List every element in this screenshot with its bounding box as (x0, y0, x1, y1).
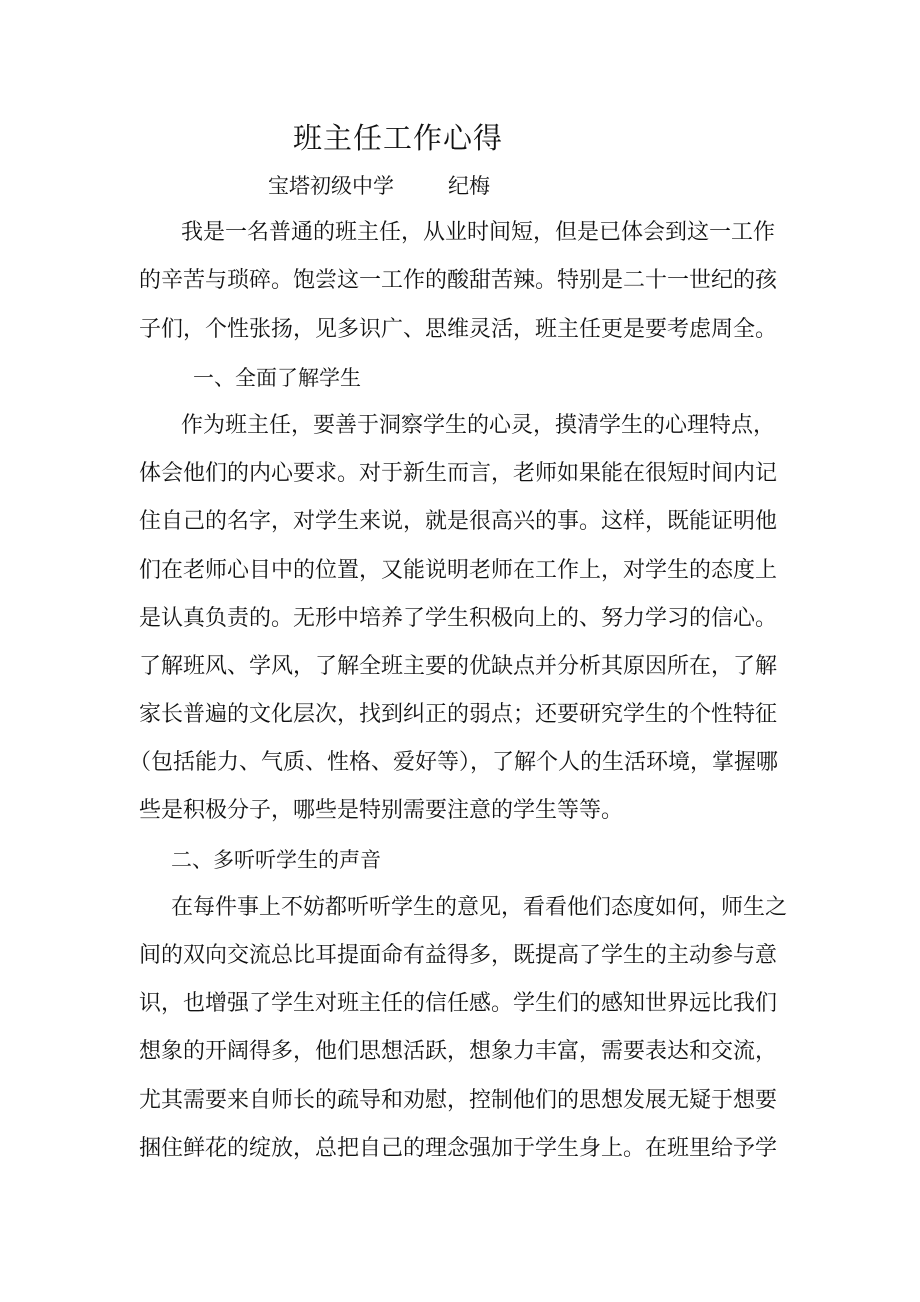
section-heading-2: 二、多听听学生的声音 (171, 848, 381, 872)
paragraph-line: 了解班风、学风，了解全班主要的优缺点并分析其原因所在，了解 (139, 654, 778, 679)
paragraph-line: 家长普遍的文化层次，找到纠正的弱点；还要研究学生的个性特征 (139, 702, 778, 727)
document-title: 班主任工作心得 (293, 121, 504, 155)
paragraph-line: 们在老师心目中的位置，又能说明老师在工作上，对学生的态度上 (139, 558, 778, 583)
paragraph-line: 尤其需要来自师长的疏导和劝慰，控制他们的思想发展无疑于想要 (139, 1088, 778, 1113)
paragraph-line: 体会他们的内心要求。对于新生而言，老师如果能在很短时间内记 (139, 461, 778, 486)
paragraph-line: 想象的开阔得多，他们思想活跃，想象力丰富，需要表达和交流， (139, 1039, 778, 1064)
school-name: 宝塔初级中学 (268, 174, 394, 198)
paragraph-line: （包括能力、气质、性格、爱好等），了解个人的生活环境，掌握哪 (129, 750, 779, 775)
intro-line: 的辛苦与琐碎。饱尝这一工作的酸甜苦辣。特别是二十一世纪的孩 (139, 268, 778, 293)
intro-line: 子们，个性张扬，见多识广、思维灵活，班主任更是要考虑周全。 (139, 317, 778, 342)
intro-line: 我是一名普通的班主任，从业时间短，但是已体会到这一工作 (181, 220, 776, 245)
paragraph-line: 间的双向交流总比耳提面命有益得多，既提高了学生的主动参与意 (139, 943, 778, 968)
paragraph-line: 作为班主任，要善于洞察学生的心灵，摸清学生的心理特点， (181, 413, 776, 438)
paragraph-line: 是认真负责的。无形中培养了学生积极向上的、努力学习的信心。 (139, 606, 778, 631)
author-name: 纪梅 (448, 174, 490, 198)
paragraph-line: 捆住鲜花的绽放，总把自己的理念强加于学生身上。在班里给予学 (139, 1136, 778, 1161)
paragraph-line: 住自己的名字，对学生来说，就是很高兴的事。这样，既能证明他 (139, 509, 778, 534)
paragraph-line: 些是积极分子，哪些是特别需要注意的学生等等。 (139, 798, 624, 823)
paragraph-line: 识，也增强了学生对班主任的信任感。学生们的感知世界远比我们 (139, 991, 778, 1016)
paragraph-line: 在每件事上不妨都听听学生的意见，看看他们态度如何，师生之 (171, 895, 788, 920)
byline (268, 170, 490, 200)
section-heading-1: 一、全面了解学生 (193, 366, 361, 390)
